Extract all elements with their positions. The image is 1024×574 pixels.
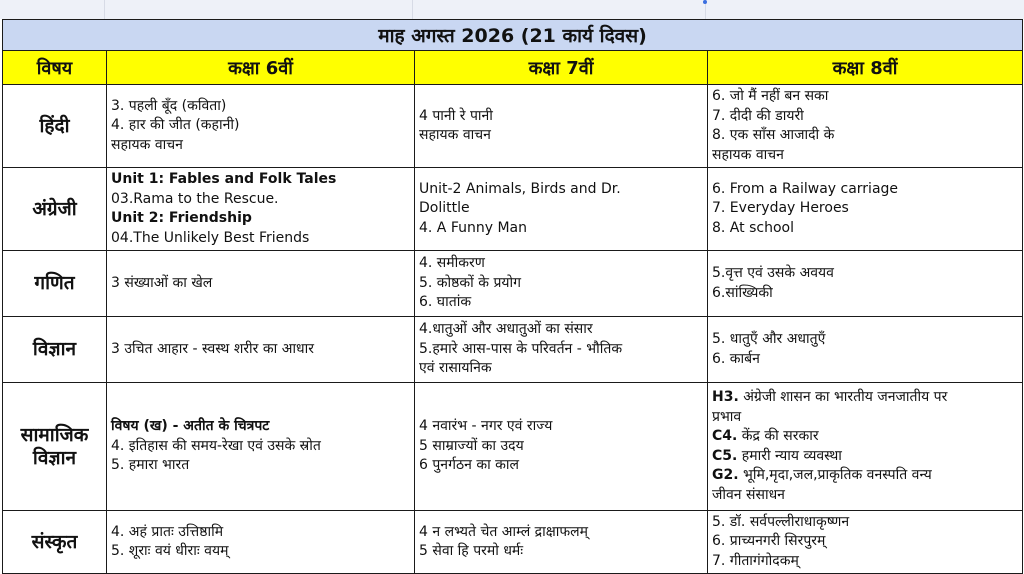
class-7-cell xyxy=(415,168,708,251)
subject-cell: अंग्रेजी xyxy=(3,168,107,251)
cell-line: 5. हमारा भारत xyxy=(111,457,190,474)
class-6-cell xyxy=(107,85,415,168)
header-class-7: कक्षा 7वीं xyxy=(415,51,708,85)
lesson-code: C5. xyxy=(712,447,738,464)
cell-line: Unit 1: Fables and Folk Tales xyxy=(111,171,337,187)
schedule-table xyxy=(2,19,1023,574)
class-7-cell xyxy=(415,383,708,511)
cell-line: सहायक वाचन xyxy=(712,146,784,163)
table-row xyxy=(3,317,1023,383)
cell-line: जीवन संसाधन xyxy=(712,486,785,503)
cell-line: 5 साम्राज्यों का उदय xyxy=(419,437,524,454)
cell-line: 6. प्राच्यनगरी सिरपुरम् xyxy=(712,533,826,550)
cell-line: 03.Rama to the Rescue. xyxy=(111,190,279,207)
cell-line: 6 पुनर्गठन का काल xyxy=(419,457,520,474)
cell-line: प्रभाव xyxy=(712,408,742,425)
cell-line: सहायक वाचन xyxy=(111,136,183,153)
cell-line: 5 सेवा हि परमो धर्मः xyxy=(419,543,524,559)
subject-cell: विज्ञान xyxy=(3,317,107,383)
cell-line: Unit-2 Animals, Birds and Dr. xyxy=(419,180,621,197)
subject-cell: संस्कृत xyxy=(3,511,107,574)
class-7-cell xyxy=(415,317,708,383)
cell-line: 5.हमारे आस-पास के परिवर्तन - भौतिक xyxy=(419,340,623,357)
cell-line: H3. अंग्रेजी शासन का भारतीय जनजातीय पर xyxy=(712,389,948,405)
selection-handle[interactable] xyxy=(703,0,707,4)
cell-line: 6. कार्बन xyxy=(712,350,760,367)
table-row xyxy=(3,168,1023,251)
spreadsheet-top-strip xyxy=(0,0,1024,19)
subject-cell: हिंदी xyxy=(3,85,107,168)
cell-line: 6.सांख्यिकी xyxy=(712,284,773,301)
class-6-cell xyxy=(107,168,415,251)
class-7-cell xyxy=(415,511,708,574)
cell-line: 6. घातांक xyxy=(419,294,472,311)
cell-line: 4. हार की जीत (कहानी) xyxy=(111,117,240,134)
class-6-cell xyxy=(107,511,415,574)
table-row xyxy=(3,511,1023,574)
grid-line xyxy=(412,0,413,19)
subject-cell: गणित xyxy=(3,251,107,317)
lesson-code: C4. xyxy=(712,428,738,444)
cell-line: 5. डॉ. सर्वपल्लीराधाकृष्णन xyxy=(712,513,850,530)
cell-line: 8. एक साँस आजादी के xyxy=(712,127,835,143)
cell-line: 5.वृत्त एवं उसके अवयव xyxy=(712,265,834,281)
class-7-cell xyxy=(415,251,708,317)
cell-line: 4. अहं प्रातः उत्तिष्ठामि xyxy=(111,523,224,540)
table-title: माह अगस्त 2026 (21 कार्य दिवस) xyxy=(3,20,1023,51)
class-8-cell xyxy=(708,85,1023,168)
cell-line: विषय (ख) - अतीत के चित्रपट xyxy=(111,418,270,435)
class-8-cell xyxy=(708,251,1023,317)
cell-line: 4. A Funny Man xyxy=(419,219,528,236)
cell-line: 7. गीतागंगोदकम् xyxy=(712,552,799,569)
cell-line: सहायक वाचन xyxy=(419,127,491,143)
cell-line: 6. जो मैं नहीं बन सका xyxy=(712,88,829,104)
cell-line: 8. At school xyxy=(712,219,794,236)
cell-line: 4. समीकरण xyxy=(419,255,485,272)
class-8-cell xyxy=(708,511,1023,574)
cell-line: एवं रासायनिक xyxy=(419,360,492,377)
cell-line: 4 पानी रे पानी xyxy=(419,107,493,124)
header-class-8: कक्षा 8वीं xyxy=(708,51,1023,85)
class-8-cell xyxy=(708,383,1023,511)
cell-line: 7. Everyday Heroes xyxy=(712,200,849,217)
cell-line: 4 नवारंभ - नगर एवं राज्य xyxy=(419,418,553,435)
cell-line: 4. इतिहास की समय-रेखा एवं उसके स्रोत xyxy=(111,437,321,454)
cell-line: 5. धातुएँ और अधातुएँ xyxy=(712,331,826,347)
cell-line: 3. पहली बूँद (कविता) xyxy=(111,97,227,114)
cell-line: 3 उचित आहार - स्वस्थ शरीर का आधार xyxy=(111,340,314,357)
cell-line: 5. कोष्ठकों के प्रयोग xyxy=(419,274,522,291)
grid-line xyxy=(104,0,105,19)
subject-cell: सामाजिक विज्ञान xyxy=(3,383,107,511)
class-7-cell xyxy=(415,85,708,168)
table-row xyxy=(3,85,1023,168)
cell-line: G2. भूमि,मृदा,जल,प्राकृतिक वनस्पति वन्य xyxy=(712,467,932,483)
table-row xyxy=(3,251,1023,317)
class-6-cell xyxy=(107,251,415,317)
cell-line: Unit 2: Friendship xyxy=(111,210,252,226)
cell-line: 6. From a Railway carriage xyxy=(712,180,899,197)
cell-line: 04.The Unlikely Best Friends xyxy=(111,229,310,246)
cell-line: Dolittle xyxy=(419,200,470,217)
cell-line: 7. दीदी की डायरी xyxy=(712,107,804,124)
cell-line: 5. शूराः वयं धीराः वयम् xyxy=(111,543,229,559)
cell-line: 3 संख्याओं का खेल xyxy=(111,274,213,291)
header-subject: विषय xyxy=(3,51,107,85)
class-6-cell xyxy=(107,383,415,511)
class-6-cell xyxy=(107,317,415,383)
class-8-cell xyxy=(708,317,1023,383)
cell-line: 4.धातुओं और अधातुओं का संसार xyxy=(419,321,593,338)
lesson-code: G2. xyxy=(712,467,739,483)
cell-line: C5. हमारी न्याय व्यवस्था xyxy=(712,447,842,464)
class-8-cell xyxy=(708,168,1023,251)
table-row xyxy=(3,383,1023,511)
cell-line: C4. केंद्र की सरकार xyxy=(712,428,819,444)
cell-line: 4 न लभ्यते चेत आम्लं द्राक्षाफलम् xyxy=(419,523,589,540)
header-class-6: कक्षा 6वीं xyxy=(107,51,415,85)
lesson-code: H3. xyxy=(712,389,739,405)
